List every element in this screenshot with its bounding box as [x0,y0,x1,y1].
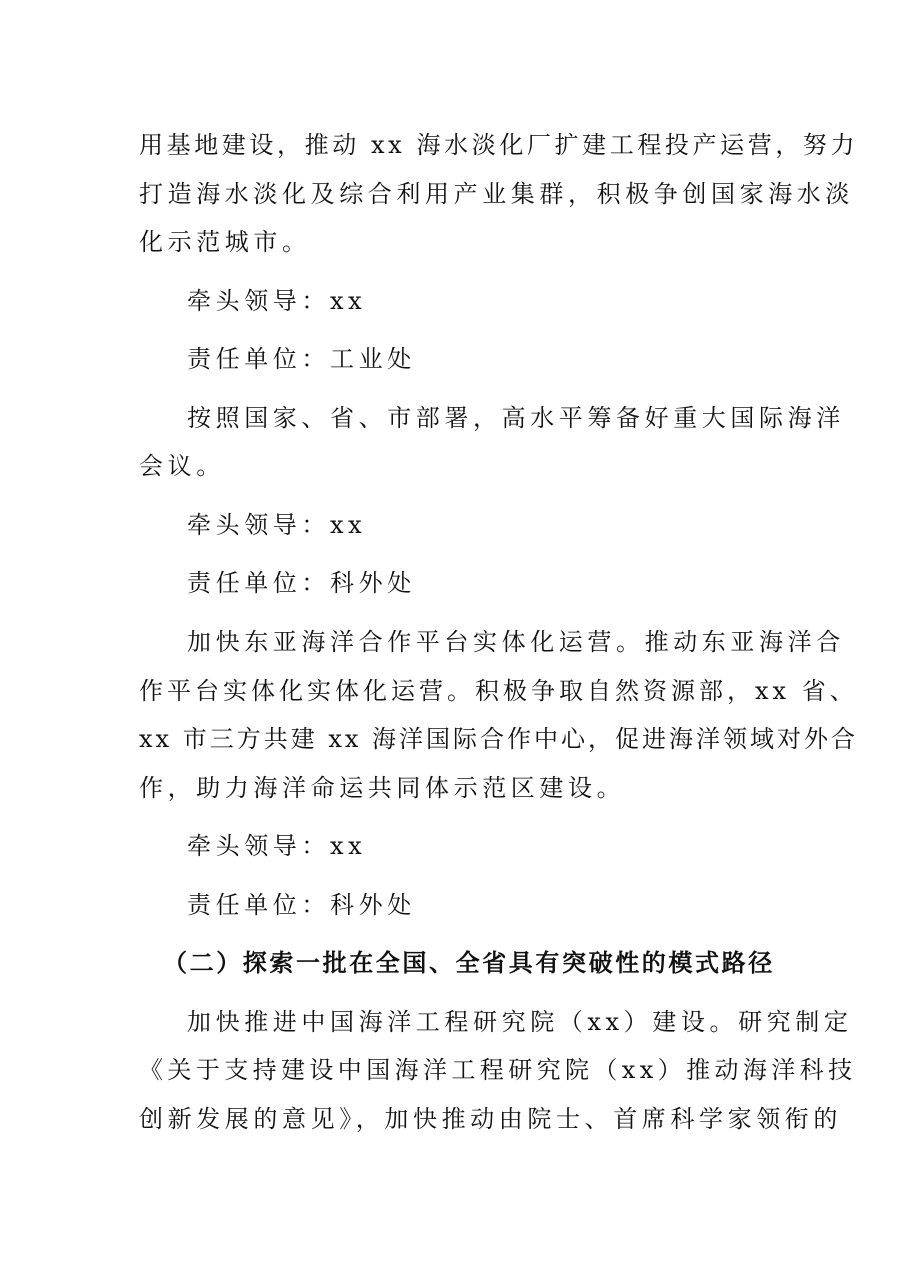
paragraph-line: 按照国家、省、市部署，高水平筹备好重大国际海洋 [187,404,845,432]
paragraph-line: 加快东亚海洋合作平台实体化运营。推动东亚海洋合 [187,628,845,656]
paragraph-line: 打造海水淡化及综合利用产业集群，积极争创国家海水淡 [139,180,854,208]
responsible-unit-line: 责任单位：科外处 [187,569,416,597]
responsible-unit-line: 责任单位：科外处 [187,891,416,919]
paragraph-line: 创新发展的意见》，加快推动由院士、首席科学家领衔的 [139,1105,842,1133]
section-heading: （二）探索一批在全国、全省具有突破性的模式路径 [163,949,775,977]
lead-leader-line: 牵头领导：xx [187,511,367,539]
paragraph-line: xx 市三方共建 xx 海洋国际合作中心，促进海洋领域对外合 [139,725,859,753]
paragraph-line: 会议。 [139,452,225,480]
paragraph-line: 加快推进中国海洋工程研究院（xx）建设。研究制定 [187,1008,853,1036]
paragraph-line: 作，助力海洋命运共同体示范区建设。 [139,774,626,802]
lead-leader-line: 牵头领导：xx [187,832,367,860]
responsible-unit-line: 责任单位：工业处 [187,345,416,373]
paragraph-line: 用基地建设，推动 xx 海水淡化厂扩建工程投产运营，努力 [139,131,859,159]
paragraph-line: 化示范城市。 [139,228,311,256]
lead-leader-line: 牵头领导：xx [187,287,367,315]
paragraph-line: 作平台实体化实体化运营。积极争取自然资源部，xx 省、 [139,677,858,705]
paragraph-line: 《关于支持建设中国海洋工程研究院（xx）推动海洋科技 [139,1056,857,1084]
